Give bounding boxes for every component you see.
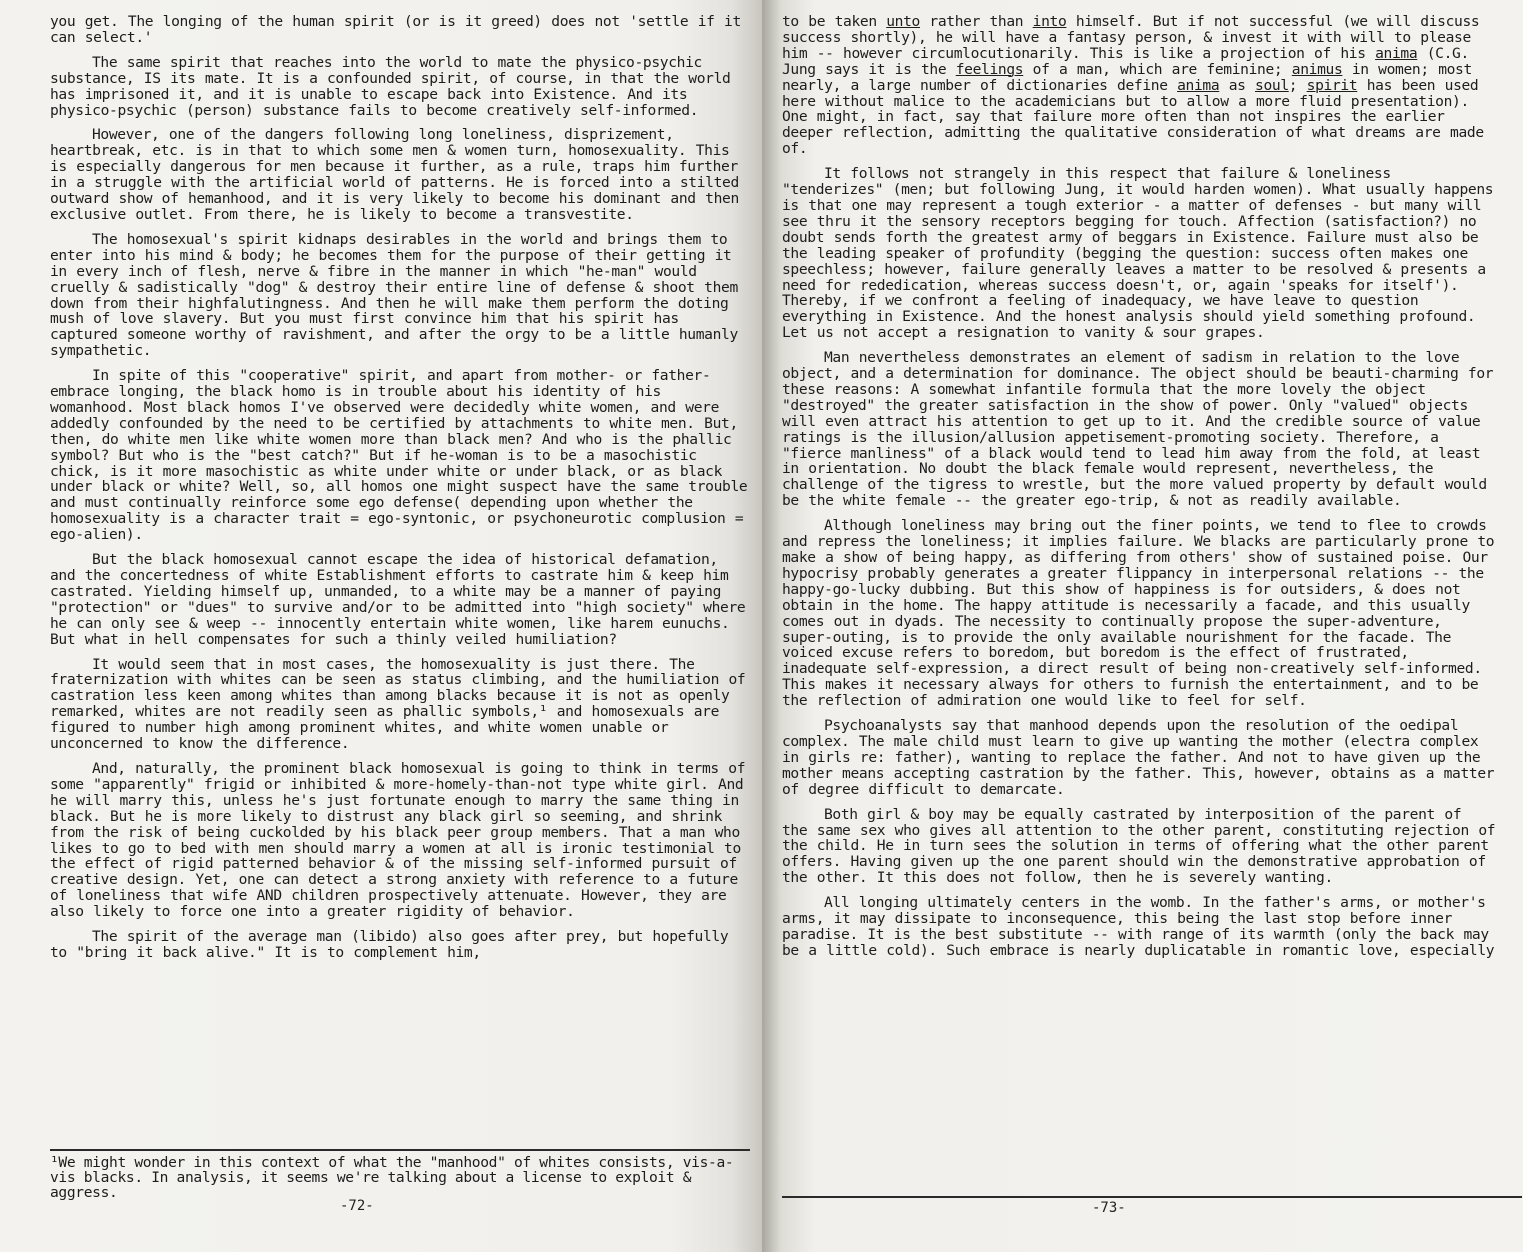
right-paragraph: Man nevertheless demonstrates an element of sadism in relation to the love object, and a determination for dominance. The object should be beauti-charming for these reasons: A somewhat infantile formula that the more lovely the object "destroyed" the greater satisfaction in the show of power. Only "valued" objects will even attract his attention to get up to it. And the credible source of value ratings is the illusion/allusion appetisement-promoting society. Therefore, a "fierce manliness" of a black would tend to lead him away from the fold, at least in orientation. No doubt the black female would represent, nevertheless, the challenge of the tigress to wrestle, but the more valued property by default would be the white female -- the greater ego-trip, & not as readily available. [782,349,1494,510]
text-segment: himself. But if not successful (we will discuss success shortly), he will have a fantasy person, & invest it with will to please him -- however circumlocutionarily. This is like a projection of his [782,13,1480,62]
left-paragraph: you get. The longing of the human spirit (or is it greed) does not 'settle if it can select.' [50,13,741,46]
right-text-column [782,14,1496,968]
left-paragraph: In spite of this "cooperative" spirit, and apart from mother- or father-embrace longing, the black homo is in trouble about his identity of his womanhood. Most black homos I've observed were decidedly white women, and were addedly confounded by the need to be certified by attachments to white men. But, then, do white men like white women more than black men? And who is the phallic symbol? But who is the "best catch?" But if he-woman is to be a masochistic chick, is it more masochistic as white under white or under black, or as black under black or white? Well, so, all homos one might suspect have the same trouble and must continually reinforce some ego defense( depending upon whether the homosexuality is a character trait = ego-syntonic, or psychoneurotic complusion = ego-alien). [50,367,748,544]
underlined-word: anima [1375,44,1418,62]
left-paragraph: But the black homosexual cannot escape the idea of historical defamation, and the concertedness of white Establishment efforts to castrate him & keep him castrated. Yielding himself up, unmanded, to a white may be a manner of paying "protection" or "dues" to survive and/or to be admitted into "high society" where he can only see & weep -- innocently entertain white women, like harem eunuchs. But what in hell compensates for such a thinly veiled humiliation? [50,551,746,648]
underlined-word: into [1032,13,1067,30]
right-paragraph: Psychoanalysts say that manhood depends upon the resolution of the oedipal complex. The male child must learn to give up wanting the mother (electra complex in girls re: father), wanting to replace the father. And not to have given up the mother means accepting castration by the father. This, however, obtains as a matter of degree difficult to demarcate. [782,717,1495,798]
footnote: ¹We might wonder in this context of what the "manhood" of whites consists, vis-a-vis blacks. In analysis, it seems we're talking about a license to exploit & aggress. [50,1154,734,1201]
left-paragraph: However, one of the dangers following long loneliness, disprizement, heartbreak, etc. is in that to which some men & women turn, homosexuality. This is especially dangerous for men because it further, as a rule, traps him further in a struggle with the artificial world of patterns. He is forced into a stilted outward show of hemanhood, and it is very likely to become his dominant and then exclusive outlet. From there, he is likely to become a transvestite. [50,126,739,223]
left-paragraph: It would seem that in most cases, the homosexuality is just there. The fraternization with whites can be seen as status climbing, and the humiliation of castration less keen among whites than among blacks because it is not as openly remarked, whites are not readily seen as phallic symbols,¹ and homosexuals are figured to number high among prominent whites, and white women unable or unconcerned to know the difference. [50,655,746,753]
underlined-word: animus [1291,60,1343,78]
underlined-word: anima [1177,76,1220,94]
footnote-divider [50,1149,750,1151]
text-segment: in women; most nearly, a large number of dictionaries define [782,60,1472,94]
text-segment: has been used here without malice to the academicians but to allow a more fluid presentation). One might, in fact, say that failure more often than not inspires the earlier deeper reflection, admitting the qualitative consideration of what dreams are made of. [782,76,1484,158]
bottom-divider [782,1196,1522,1198]
underlined-word: soul [1255,76,1289,94]
page-number-right: -73- [1092,1200,1126,1216]
right-paragraph: Both girl & boy may be equally castrated by interposition of the parent of the same sex who gives all attention to the other parent, constituting rejection of the child. He in turn sees the solution in terms of offering what the other parent offers. Having given up the one parent should win the demonstrative approbation of the other. It this does not follow, then he is severely wanting. [782,805,1496,887]
right-page [762,0,1523,1252]
text-segment: (C.G. Jung says it is the [782,44,1469,78]
text-segment: to be taken [782,13,887,30]
text-segment: rather than [919,13,1033,30]
left-paragraph: The same spirit that reaches into the world to mate the physico-psychic substance, IS its mate. It is a confounded spirit, of course, in that the world has imprisoned it, and it is unable to escape back into Existence. And its physico-psychic (person) substance fails to become creatively self-informed. [50,53,731,119]
text-segment: of a man, which are feminine; [1023,60,1292,78]
left-text-column [50,14,748,970]
left-paragraph: The spirit of the average man (libido) also goes after prey, but hopefully to "bring it back alive." It is to complement him, [50,928,729,961]
text-segment: as [1219,76,1256,94]
left-paragraph: And, naturally, the prominent black homosexual is going to think in terms of some "apparently" frigid or inhibited & more-homely-than-not type white girl. And he will marry this, unless he's just fortunate enough to marry the same thing in black. But he is more likely to distrust any black girl so seeming, and shrink from the risk of being cuckolded by his black peer group members. That a man who likes to go to bed with men should marry a women at all is ironic testimonial to the effect of rigid patterned behavior & of the missing self-informed pursuit of creative design. Yet, one can detect a strong anxiety with reference to a future of loneliness that wife AND children prospectively attenuate. However, they are also likely to force one into a greater rigidity of behavior. [50,759,746,921]
left-paragraph: The homosexual's spirit kidnaps desirables in the world and brings them to enter into his mind & body; he becomes them for the purpose of their getting it in every inch of flesh, nerve & fibre in the manner in which "he-man" would cruelly & sadistically "dog" & destroy their entire line of defense & shoot them down from their highfalutingness. And then he will make them perform the doting mush of love slavery. But you must first convince him that his spirit has captured someone worthy of ravishment, and after the orgy to be a little humanly sympathetic. [50,230,738,360]
right-paragraph: It follows not strangely in this respect that failure & loneliness "tenderizes" (men; but following Jung, it would harden women). What usually happens is that one may represent a tough exterior - a matter of defenses - but many will see thru it the sensory receptors begging for touch. Affection (satisfaction?) no doubt sends forth the greatest army of beggars in Existence. Failure must also be the leading speaker of profundity (begging the question: success often makes one speechless; however, failure generally leaves a matter to be resolved & presents a need for rededication, whereas success doesn't, or, again 'speaks for itself'). Thereby, if we confront a feeling of inadequacy, we have leave to question everything in Existence. And the honest analysis should yield something profound. Let us not accept a resignation to vanity & sour grapes. [782,165,1494,342]
underlined-word: spirit [1306,76,1358,94]
right-paragraph-underlined [782,14,1496,157]
right-paragraph: All longing ultimately centers in the womb. In the father's arms, or mother's arms, it may dissipate to inconsequence, this being the last stop before inner paradise. It is the best substitute -- with range of its warmth (only the back may be a little cold). Such embrace is nearly duplicatable in romantic love, especially [782,894,1495,959]
underlined-word: unto [886,13,920,30]
underlined-word: feelings [955,60,1024,78]
page-number-left: -72- [340,1198,374,1214]
text-segment: ; [1288,76,1307,94]
right-paragraph: Although loneliness may bring out the finer points, we tend to flee to crowds and repress the loneliness; it implies failure. We blacks are particularly prone to make a show of being happy, as differing from others' show of sustained poise. Our hypocrisy probably generates a greater flippancy in interpersonal relations -- the happy-go-lucky dubbing. But this show of happiness is for outsiders, & does not obtain in the home. The happy attitude is necessarily a facade, and this usually comes out in dyads. The necessity to continually propose the super-adventure, super-outing, is to provide the only available nourishment for the facade. The voiced excuse refers to boredom, but boredom is the effect of frustrated, inadequate self-expression, a direct result of being non-creatively self-informed. This makes it necessary always for others to furnish the entertainment, and to be the reflection of admiration one would like to feel for self. [782,517,1495,710]
